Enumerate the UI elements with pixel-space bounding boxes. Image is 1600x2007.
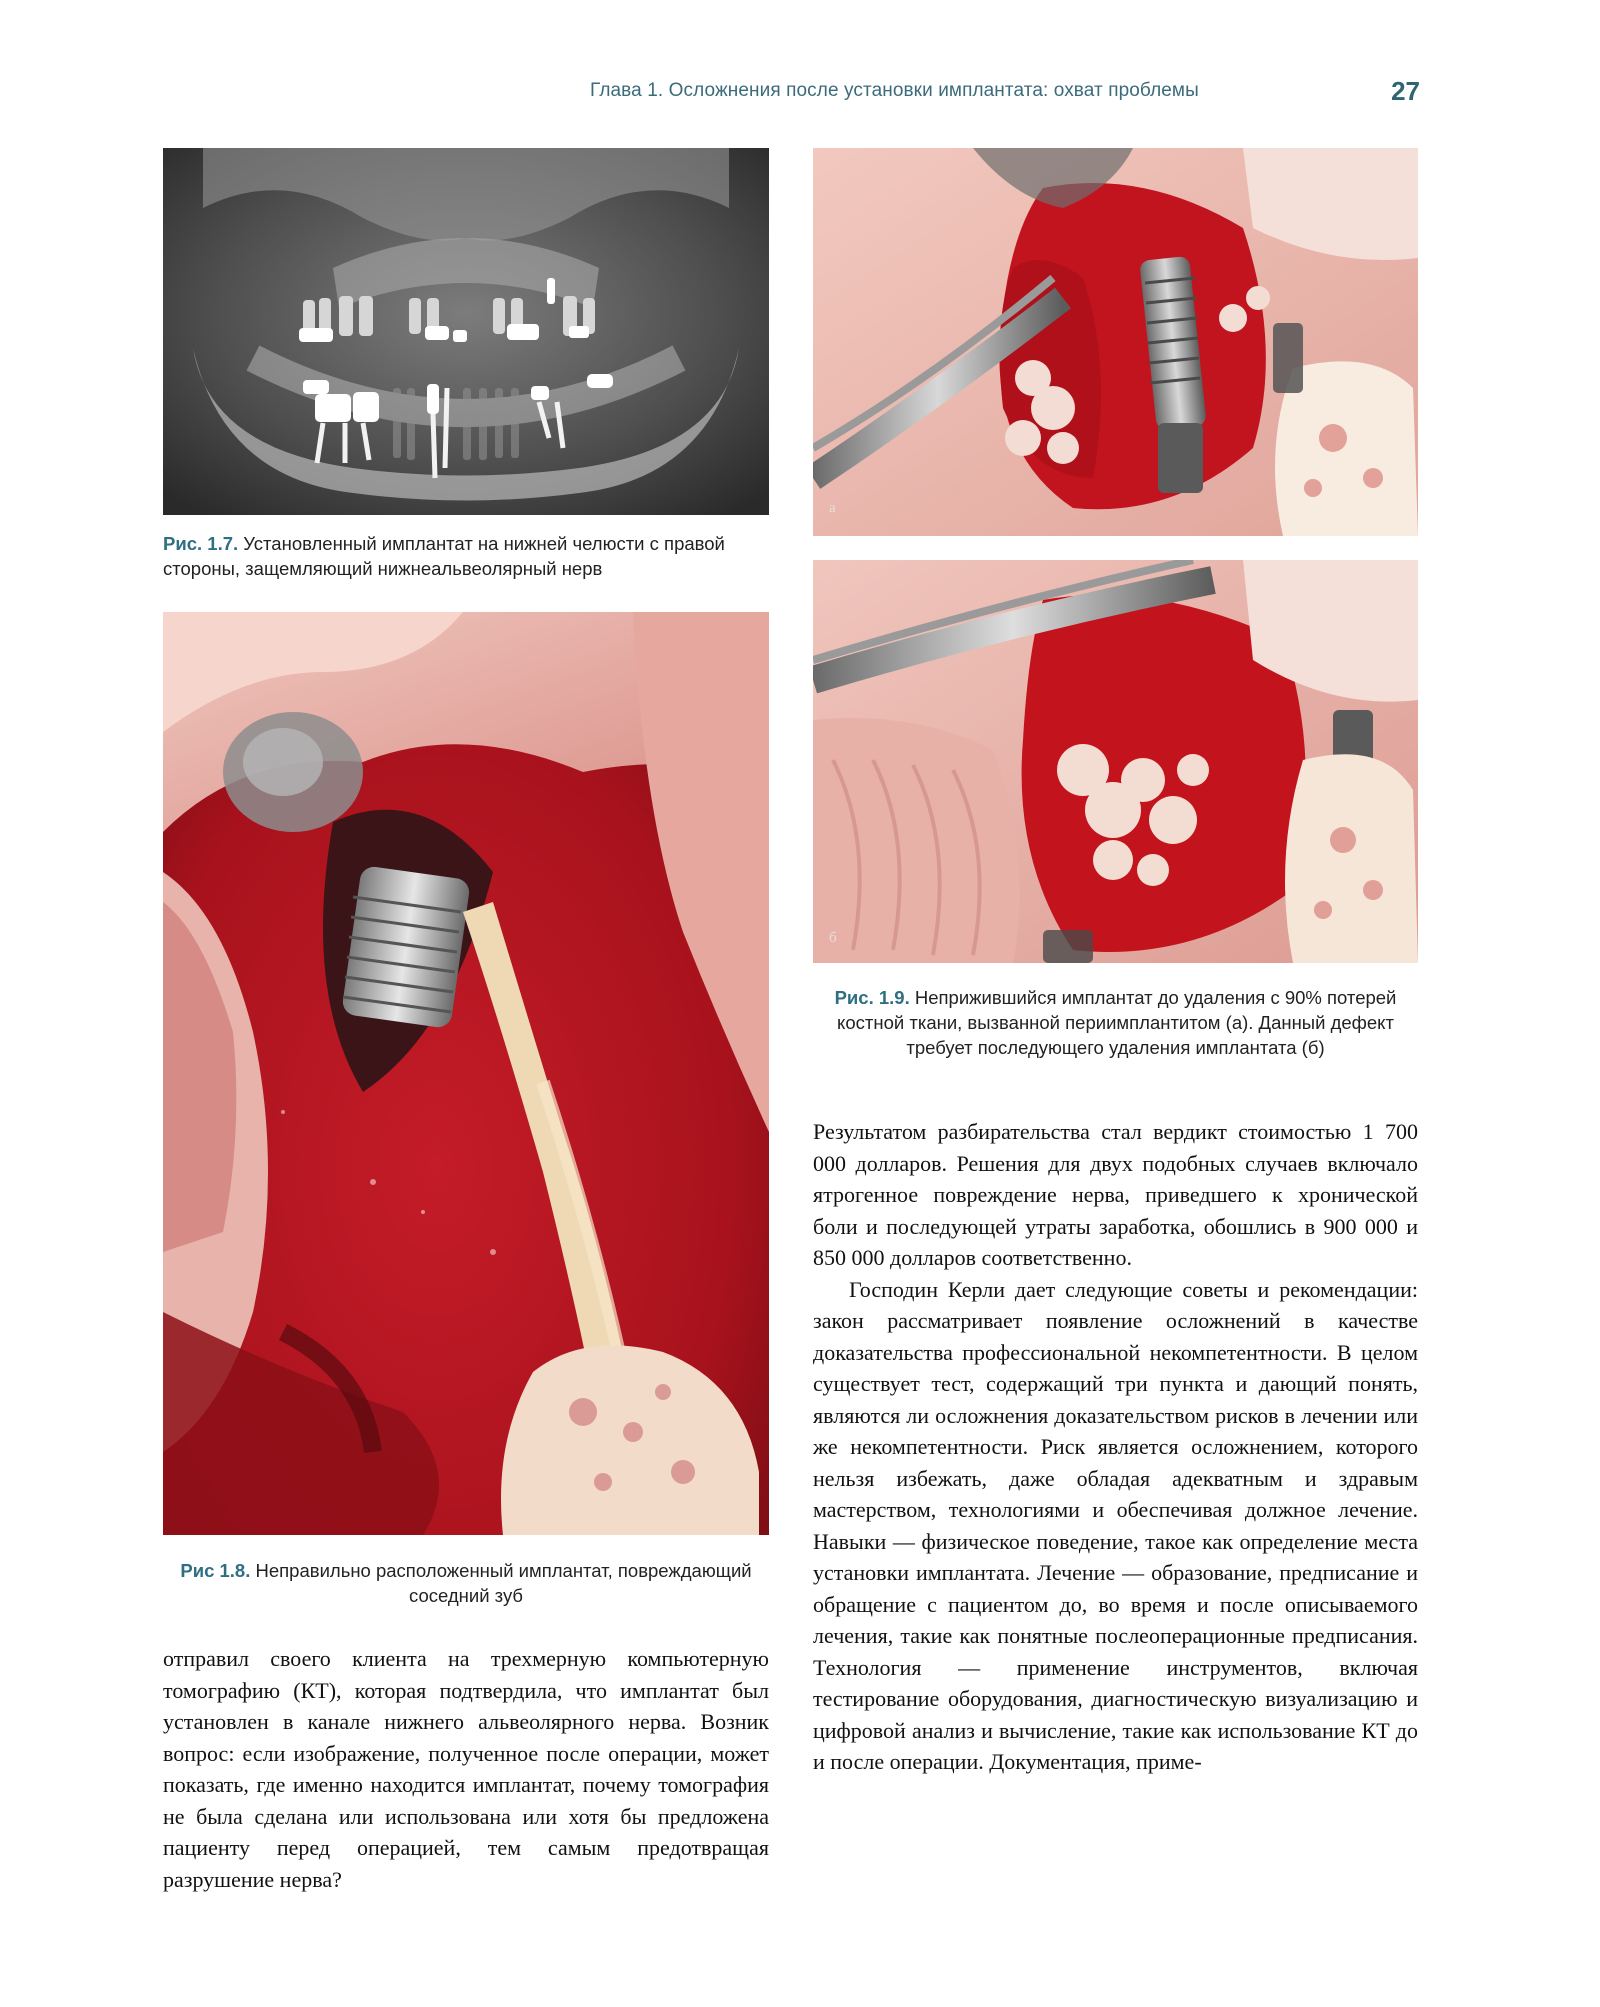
right-paragraph-1: Результатом разбирательства стал вердикт стоимостью 1 700 000 долларов. Решения для двух подобных случаев включало ятрогенное повреждение нерва, приведшего к хронической боли и последующей утраты заработка, обошлись в 900 000 и 850 000 долларов соответственно. <box>813 1119 1418 1270</box>
xray-image <box>163 148 769 515</box>
left-column-text <box>163 1643 769 1895</box>
page-number: 27 <box>1391 76 1420 106</box>
running-header <box>590 76 1420 110</box>
left-paragraph: отправил своего клиента на трехмерную компьютерную томографию (КТ), которая подтвердила, что имплантат был установлен в канале нижнего альвеолярного нерва. Возник вопрос: если изображение, полученное после операции, может показать, где именно находится имплантат, почему томография не была сделана или использована или хотя бы предложена пациенту перед операцией, тем самым предотвращая разрушение нерва? <box>163 1646 769 1892</box>
panel-b-letter: б <box>829 930 837 946</box>
figure-1-9-label: Рис. 1.9. <box>834 987 910 1008</box>
figure-1-9b-photo <box>813 560 1418 963</box>
figure-1-7-label: Рис. 1.7. <box>163 533 239 554</box>
panel-a-letter: а <box>829 500 836 516</box>
xray-illustration <box>163 148 769 515</box>
surgical-photo-b-illustration <box>813 560 1418 963</box>
figure-1-9-text: Неприжившийся имплантат до удаления с 90% потерей костной ткани, вызванной периимплантитом (а). Данный дефект требует последующего удаления имплантата (б) <box>837 987 1397 1058</box>
chapter-title: Глава 1. Осложнения после установки имплантата: охват проблемы <box>590 80 1199 101</box>
figure-1-8-label: Рис 1.8. <box>180 1560 251 1581</box>
surgical-photo-a-illustration <box>813 148 1418 536</box>
figure-1-8-caption <box>163 1558 769 1608</box>
figure-1-7-text: Установленный имплантат на нижней челюсти с правой стороны, защемляющий нижнеальвеолярный нерв <box>163 533 725 579</box>
figure-1-7-caption <box>163 531 769 581</box>
figure-1-8-photo <box>163 612 769 1535</box>
figure-1-9-caption <box>813 985 1418 1060</box>
figure-1-8-text: Неправильно расположенный имплантат, повреждающий соседний зуб <box>250 1560 752 1606</box>
right-column-text <box>813 1116 1418 1778</box>
surgical-photo-illustration <box>163 612 769 1535</box>
right-paragraph-2: Господин Керли дает следующие советы и рекомендации: закон рассматривает появление осложнений в качестве доказательства профессиональной некомпетентности. В целом существует тест, содержащий три пункта и дающий понять, являются ли осложнения доказательством рисков в лечении или же некомпетентности. Риск является осложнением, которого нельзя избежать, даже обладая адекватным и здравым мастерством, технологиями и обеспечивая должное лечение. Навыки — физическое поведение, такое как определение места установки имплантата. Лечение — образование, предписание и обращение с пациентом до, во время и после описываемого лечения, такие как понятные послеоперационные предписания. Технология — применение инструментов, включая тестирование оборудования, диагностическую визуализацию и цифровой анализ и вычисление, такие как использование КТ до и после операции. Документация, приме- <box>813 1276 1418 1774</box>
figure-1-9a-photo <box>813 148 1418 536</box>
